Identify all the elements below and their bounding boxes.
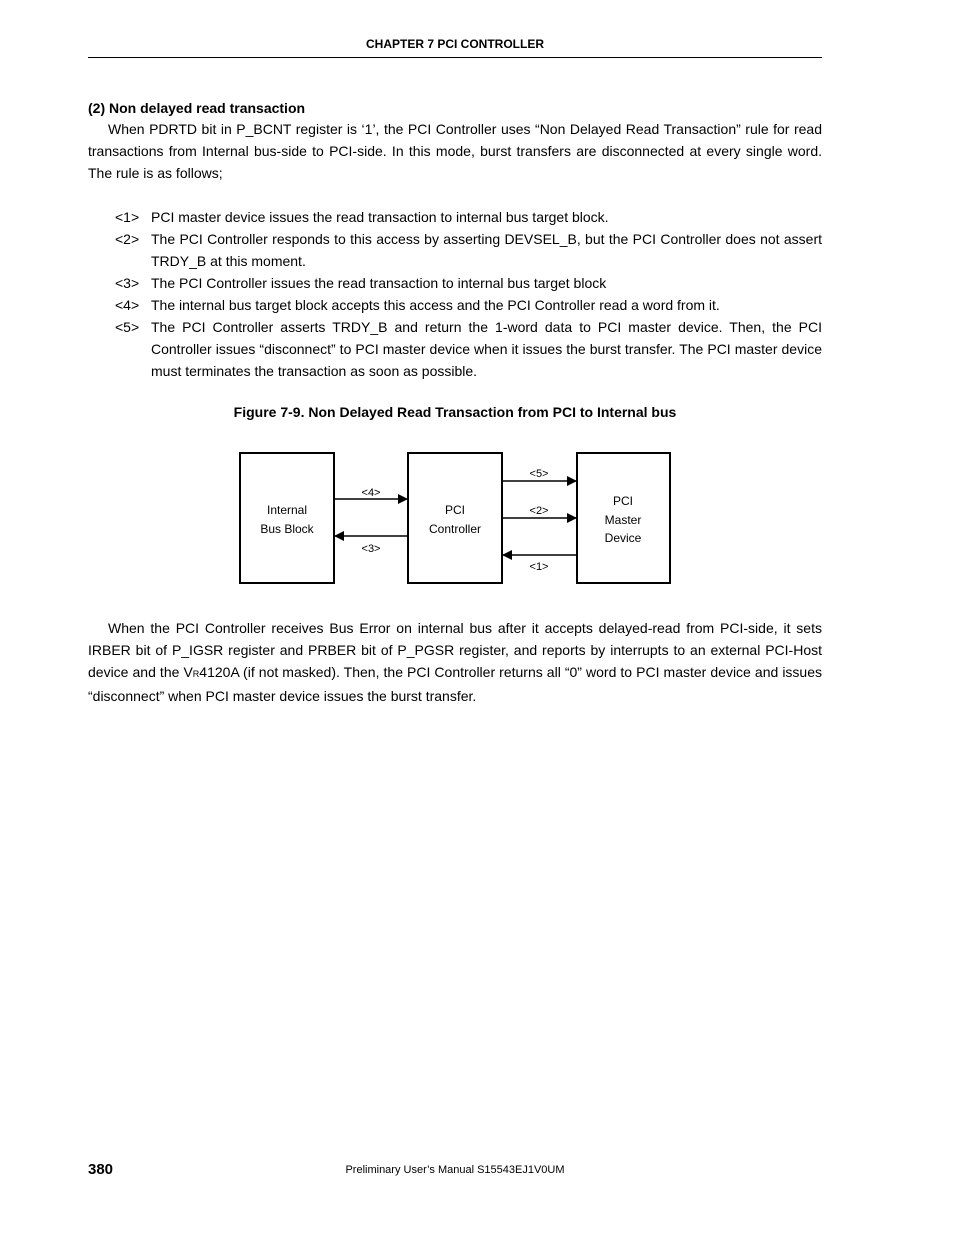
arrow-label-4: <4> bbox=[361, 487, 381, 499]
step-number: <4> bbox=[115, 297, 140, 313]
pci-controller-block bbox=[408, 453, 502, 583]
step-text: The PCI Controller issues the read transaction to internal bus target block bbox=[151, 275, 607, 291]
intro-paragraph: When PDRTD bit in P_BCNT register is ‘1’, the PCI Controller uses “Non Delayed Read Transaction” rule for read transactions from Internal bus-side to PCI-side. In this mode, burst transfers are disconnected at every single word. The rule is as follows; bbox=[88, 121, 822, 181]
step-text: PCI master device issues the read transaction to internal bus target block. bbox=[151, 209, 609, 225]
arrow-label-1: <1> bbox=[529, 561, 549, 573]
closing-paragraph bbox=[88, 617, 822, 707]
controller-label-line1: PCI bbox=[444, 503, 466, 517]
step-text: The PCI Controller asserts TRDY_B and return the 1-word data to PCI master device. Then, the PCI Controller issues “disconnect” to PCI master device when it issues the burst transfer. The PCI master device must terminates the transaction as soon as possible. bbox=[151, 319, 822, 379]
closing-subscript: R bbox=[192, 669, 200, 679]
section-title: (2) Non delayed read transaction bbox=[88, 100, 306, 116]
step-number: <1> bbox=[115, 209, 140, 225]
page-number: 380 bbox=[88, 1161, 114, 1178]
arrow-label-5: <5> bbox=[529, 468, 549, 480]
controller-label-line2: Controller bbox=[428, 522, 482, 536]
figure-caption: Figure 7-9. Non Delayed Read Transaction from PCI to Internal bus bbox=[233, 404, 677, 420]
internal-block-label-line1: Internal bbox=[266, 503, 308, 517]
chapter-header: CHAPTER 7 PCI CONTROLLER bbox=[365, 37, 544, 51]
master-label-line1: PCI bbox=[612, 494, 634, 508]
step-number: <2> bbox=[115, 231, 140, 247]
document-id: Preliminary User’s Manual S15543EJ1V0UM bbox=[345, 1164, 565, 1176]
closing-text-part1: When the PCI Controller receives Bus Error on internal bus after it accepts delayed-read from PCI-side, it sets IRBER bit of P_IGSR register and PRBER bit of P_PGSR register, and reports by interrupts to an external PCI-Host device and the V bbox=[88, 620, 822, 680]
internal-bus-block bbox=[240, 453, 334, 583]
arrow-label-2: <2> bbox=[529, 505, 549, 517]
master-label-line2: Master bbox=[604, 513, 642, 527]
step-number: <5> bbox=[115, 319, 140, 335]
internal-block-label-line2: Bus Block bbox=[260, 522, 314, 536]
step-number: <3> bbox=[115, 275, 140, 291]
master-label-line3: Device bbox=[604, 531, 642, 545]
closing-text-part2: 4120A (if not masked). Then, the PCI Controller returns all “0” word to PCI master device and issues “disconnect” when PCI master device issues the burst transfer. bbox=[88, 664, 822, 704]
step-text: The PCI Controller responds to this access by asserting DEVSEL_B, but the PCI Controller does not assert TRDY_B at this moment. bbox=[151, 231, 822, 269]
step-text: The internal bus target block accepts this access and the PCI Controller read a word from it. bbox=[151, 297, 720, 313]
arrow-label-3: <3> bbox=[361, 543, 381, 555]
